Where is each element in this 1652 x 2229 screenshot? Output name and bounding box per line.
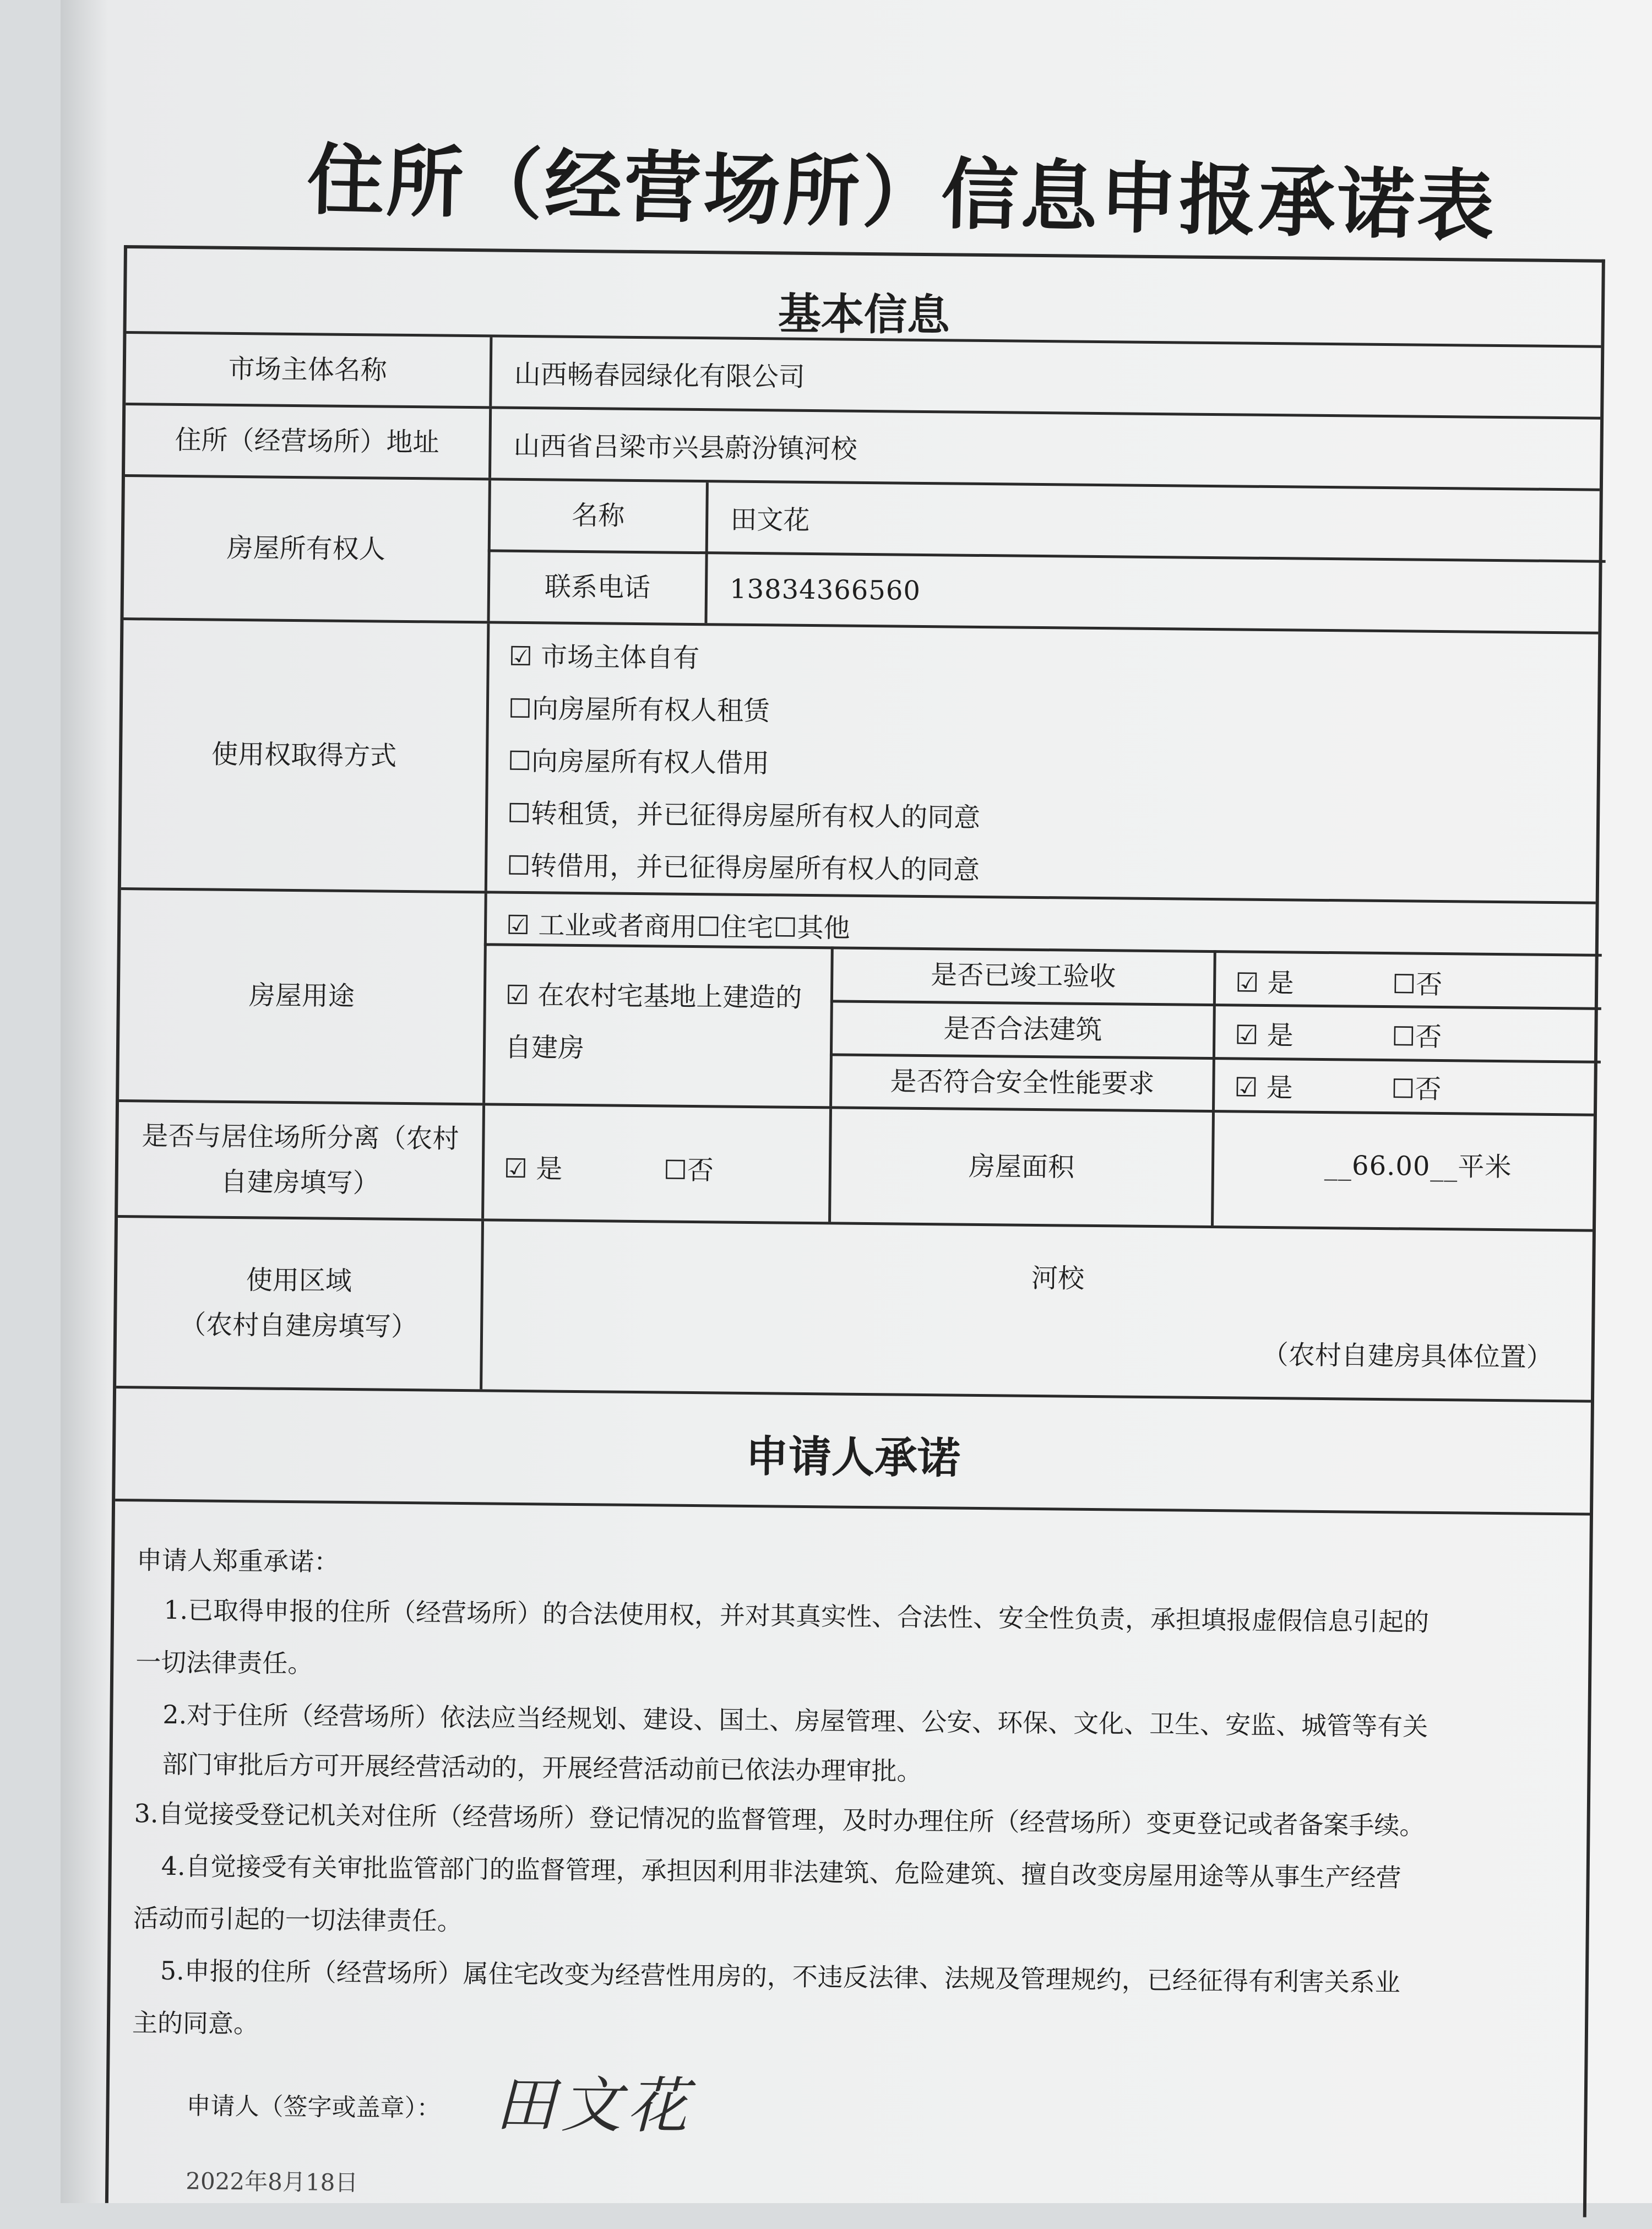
promise-line-1: 1.已取得申报的住所（经营场所）的合法使用权，并对其真实性、合法性、安全性负责，承担填报虚假信息引起的 (163, 1595, 1430, 1637)
acquire-option-self-owned[interactable]: ☑ 市场主体自有 (508, 641, 700, 674)
entity-value: 山西畅春园绿化有限公司 (514, 359, 806, 393)
check-question-safety: 是否符合安全性能要求 (890, 1066, 1155, 1100)
document-title: 住所（经营场所）信息申报承诺表 (306, 135, 1497, 252)
separation-label-line1: 是否与居住场所分离（农村 (142, 1120, 459, 1154)
row-acquire-method (121, 617, 1599, 902)
area-value: __66.00__平米 (1324, 1150, 1512, 1183)
promise-line-2-approval: 部门审批后方可开展经营活动的，开展经营活动前已依法办理审批。 (162, 1749, 922, 1787)
check-question-legal: 是否合法建筑 (943, 1013, 1102, 1046)
entity-label: 市场主体名称 (228, 353, 388, 386)
promise-line-1-cont: 一切法律责任。 (135, 1647, 313, 1679)
promise-line-5-cont: 主的同意。 (132, 2008, 259, 2039)
owner-name-value: 田文花 (730, 504, 810, 536)
declaration-form (105, 245, 1605, 2217)
usage-label: 房屋用途 (248, 980, 355, 1012)
promise-line-4: 4.自觉接受有关审批监管部门的监督管理，承担因利用非法建筑、危险建筑、擅自改变房屋用途等从事生产经营 (161, 1851, 1401, 1893)
owner-label: 房屋所有权人 (226, 532, 385, 565)
check-question-completed: 是否已竣工验收 (931, 959, 1116, 993)
promise-line-3: 3.自觉接受登记机关对住所（经营场所）登记情况的监督管理，及时办理住所（经营场所）变更登记或者备案手续。 (134, 1798, 1425, 1841)
zone-label-line1: 使用区域 (246, 1265, 352, 1297)
acquire-option-lease[interactable]: ☐向房屋所有权人租赁 (508, 693, 770, 727)
promise-body (108, 1499, 1590, 2229)
check-completed-no[interactable]: ☐否 (1392, 969, 1443, 1001)
separation-no[interactable]: ☐否 (663, 1154, 714, 1186)
promise-line-4-cont: 活动而引起的一切法律责任。 (133, 1903, 463, 1937)
acquire-option-borrow[interactable]: ☐向房屋所有权人借用 (507, 745, 770, 779)
row-usage (119, 887, 1596, 1114)
row-usage-zone (116, 1215, 1593, 1400)
check-legal-yes[interactable]: ☑ 是 (1235, 1019, 1294, 1051)
promise-line-5: 5.申报的住所（经营场所）属住宅改变为经营性用房的，不违反法律、法规及管理规约，已经征得有利害关系业 (160, 1955, 1400, 1998)
address-value: 山西省吕梁市兴县蔚汾镇河校 (513, 430, 857, 465)
rural-self-built-label: 自建房 (504, 1032, 585, 1064)
row-separation-area (118, 1099, 1594, 1229)
sign-date: 2022年8月18日 (186, 2167, 358, 2197)
usage-type-options[interactable]: ☑ 工业或者商用☐住宅☐其他 (506, 909, 850, 944)
acquire-label: 使用权取得方式 (211, 739, 397, 772)
address-label: 住所（经营场所）地址 (175, 424, 439, 458)
handwritten-signature: 田文花 (494, 2069, 694, 2142)
zone-note: （农村自建房具体位置） (1262, 1339, 1553, 1373)
separation-yes[interactable]: ☑ 是 (503, 1153, 563, 1185)
row-entity (126, 331, 1601, 417)
row-address (125, 403, 1600, 489)
acquire-option-sublease[interactable]: ☐转租赁，并已征得房屋所有权人的同意 (507, 798, 981, 833)
zone-label-line2: （农村自建房填写） (179, 1309, 418, 1342)
separation-label (118, 1102, 482, 1218)
promise-intro: 申请人郑重承诺： (136, 1545, 340, 1577)
owner-phone-label: 联系电话 (544, 571, 651, 603)
check-safety-yes[interactable]: ☑ 是 (1234, 1072, 1293, 1104)
rural-self-built-checkbox[interactable]: ☑ 在农村宅基地上建造的 (505, 979, 802, 1013)
zone-label (116, 1218, 481, 1389)
row-promise-header (115, 1386, 1591, 1513)
owner-name-label: 名称 (572, 500, 625, 532)
separation-label-line2: 自建房填写） (220, 1166, 379, 1199)
check-safety-no[interactable]: ☐否 (1391, 1073, 1442, 1105)
section-applicant-promise: 申请人承诺 (745, 1431, 961, 1484)
owner-phone-value: 13834366560 (729, 573, 921, 606)
acquire-option-subborrow[interactable]: ☐转借用，并已征得房屋所有权人的同意 (506, 850, 980, 886)
check-legal-no[interactable]: ☐否 (1392, 1021, 1442, 1053)
zone-value: 河校 (1031, 1262, 1085, 1294)
area-label: 房屋面积 (968, 1151, 1075, 1183)
signer-label: 申请人（签字或盖章）： (186, 2092, 441, 2123)
row-owner (124, 474, 1600, 632)
promise-line-2: 2.对于住所（经营场所）依法应当经规划、建设、国土、房屋管理、公安、环保、文化、卫生、安监、城管等有关 (162, 1699, 1428, 1742)
section-basic-info: 基本信息 (778, 289, 950, 341)
check-completed-yes[interactable]: ☑ 是 (1235, 967, 1294, 999)
